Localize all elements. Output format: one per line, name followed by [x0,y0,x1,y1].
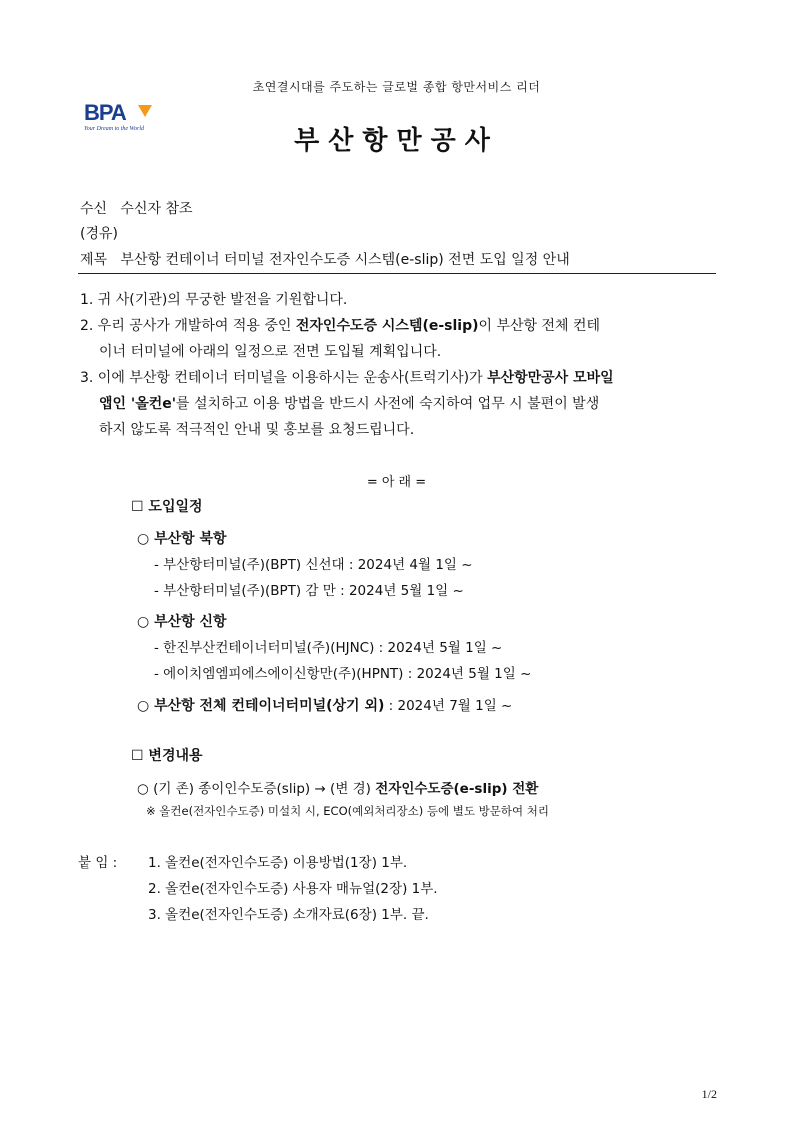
below-marker: = 아 래 = [366,475,427,490]
logo-triangle-icon [138,105,152,117]
paragraph-2-line2: 이너 터미널에 아래의 일정으로 전면 도입될 계획입니다. [99,344,442,360]
all-terminal-title: ○ 부산항 전체 컨테이너터미널(상기 외) [137,698,385,714]
changes-line-bold: 전자인수도증(e-slip) 전환 [375,781,539,797]
new-item-1: - 한진부산컨테이너터미널(주)(HJNC) : 2024년 5월 1일 ~ [154,640,503,656]
p3-bold1: 부산항만공사 모바일 [487,370,614,386]
north-item-1: - 부산항터미널(주)(BPT) 신선대 : 2024년 4월 1일 ~ [154,557,473,573]
logo-text: BPA [84,100,126,125]
recipient-value: 수신자 참조 [120,201,193,217]
attachment-item-2: 2. 올컨e(전자인수도증) 사용자 매뉴얼(2장) 1부. [148,881,438,897]
subject-value: 부산항 컨테이너 터미널 전자인수도증 시스템(e-slip) 전면 도입 일정 안내 [120,252,570,268]
attachment-item-1: 1. 올컨e(전자인수도증) 이용방법(1장) 1부. [148,855,408,871]
header-slogan: 초연결시대를 주도하는 글로벌 종합 항만서비스 리더 [252,80,541,94]
p3-bold2: 앱인 '올컨e' [99,396,177,412]
changes-title: ☐ 변경내용 [131,748,203,764]
changes-line-pre: ○ (기 존) 종이인수도증(slip) → (변 경) [137,781,376,797]
recipient-label: 수신 [80,201,108,217]
recipient-row [80,198,193,218]
org-name: 부산항만공사 [294,126,499,156]
changes-line [137,777,538,797]
attachment-label: 붙 임 : [78,855,118,871]
page-number: 1/2 [701,1087,717,1101]
paragraph-2 [80,313,600,339]
subject-underline [78,273,716,274]
paragraph-3-line2 [99,391,599,417]
all-terminal-row [137,694,512,715]
schedule-title: ☐ 도입일정 [131,499,203,515]
logo-tagline: Your Dream to the World [84,126,145,132]
new-item-2: - 에이치엠엠피에스에이신항만(주)(HPNT) : 2024년 5월 1일 ~ [154,666,532,682]
p3-post2: 를 설치하고 이용 방법을 반드시 사전에 숙지하여 업무 시 불편이 발생 [176,396,600,412]
subject-label: 제목 [80,252,108,268]
p3-text: 3. 이에 부산항 컨테이너 터미널을 이용하시는 운송사(트럭기사)가 [80,370,488,386]
subject-row [80,249,570,269]
new-port-title: ○ 부산항 신항 [137,614,227,630]
p2-bold: 전자인수도증 시스템(e-slip) [295,318,479,334]
all-terminal-date: : 2024년 7월 1일 ~ [384,698,513,714]
north-item-2: - 부산항터미널(주)(BPT) 감 만 : 2024년 5월 1일 ~ [154,583,464,599]
paragraph-3 [80,365,614,391]
p2-post: 이 부산항 전체 컨테 [478,318,601,334]
changes-note: ※ 올컨e(전자인수도증) 미설치 시, ECO(예외처리장소) 등에 별도 방문하여 처리 [146,804,549,818]
north-port-title: ○ 부산항 북항 [137,531,227,547]
paragraph-3-line3: 하지 않도록 적극적인 안내 및 홍보를 요청드립니다. [99,422,415,438]
paragraph-1: 1. 귀 사(기관)의 무궁한 발전을 기원합니다. [80,292,348,308]
via-row: (경유) [80,226,118,242]
p2-text: 2. 우리 공사가 개발하여 적용 중인 [80,318,296,334]
attachment-item-3: 3. 올컨e(전자인수도증) 소개자료(6장) 1부. 끝. [148,907,429,923]
